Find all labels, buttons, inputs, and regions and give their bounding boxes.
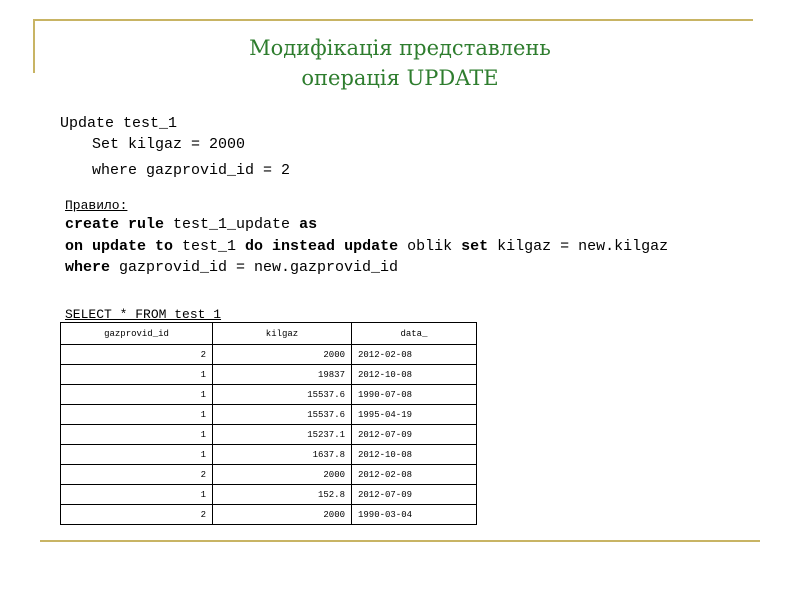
rule-keyword: where — [65, 259, 111, 276]
rule-label: Правило: — [65, 198, 128, 213]
table-row — [61, 505, 477, 525]
cell-kilgaz: 2000 — [213, 345, 352, 365]
cell-date: 1990-03-04 — [352, 505, 477, 525]
cell-date: 1990-07-08 — [352, 385, 477, 405]
update-line-1: Update test_1 — [60, 115, 178, 132]
title-line-1: Модифікація представлень — [249, 36, 551, 60]
cell-date: 1995-04-19 — [352, 405, 477, 425]
cell-kilgaz: 152.8 — [213, 485, 352, 505]
select-statement: SELECT * FROM test_1 — [65, 307, 222, 322]
rule-line-2 — [65, 238, 668, 255]
frame-top-line — [33, 19, 753, 21]
cell-gazprovid-id: 2 — [61, 345, 213, 365]
cell-date: 2012-07-09 — [352, 485, 477, 505]
rule-text: kilgaz = new.kilgaz — [488, 238, 669, 255]
column-header: kilgaz — [213, 323, 352, 345]
rule-keyword: create rule — [65, 216, 165, 233]
cell-gazprovid-id: 2 — [61, 465, 213, 485]
rule-keyword: do instead update — [245, 238, 399, 255]
rule-line-1 — [65, 216, 317, 233]
cell-date: 2012-10-08 — [352, 445, 477, 465]
cell-kilgaz: 2000 — [213, 505, 352, 525]
rule-keyword: on update to — [65, 238, 174, 255]
cell-gazprovid-id: 1 — [61, 445, 213, 465]
table-row — [61, 345, 477, 365]
cell-gazprovid-id: 1 — [61, 485, 213, 505]
cell-date: 2012-02-08 — [352, 465, 477, 485]
cell-date: 2012-07-09 — [352, 425, 477, 445]
cell-kilgaz: 1637.8 — [213, 445, 352, 465]
table-row — [61, 405, 477, 425]
table-row — [61, 465, 477, 485]
table-row — [61, 365, 477, 385]
table-header-row — [61, 323, 477, 345]
title-line-2: операція UPDATE — [301, 66, 499, 90]
slide-title — [0, 33, 800, 93]
rule-text: test_1_update — [164, 216, 300, 233]
cell-gazprovid-id: 1 — [61, 385, 213, 405]
frame-bottom-line — [40, 540, 760, 542]
rule-keyword: as — [299, 216, 318, 233]
rule-keyword: set — [461, 238, 489, 255]
column-header: gazprovid_id — [61, 323, 213, 345]
table-row — [61, 445, 477, 465]
cell-date: 2012-10-08 — [352, 365, 477, 385]
cell-date: 2012-02-08 — [352, 345, 477, 365]
table-row — [61, 425, 477, 445]
rule-text: gazprovid_id = new.gazprovid_id — [110, 259, 399, 276]
cell-kilgaz: 15537.6 — [213, 385, 352, 405]
table-row — [61, 385, 477, 405]
cell-kilgaz: 19837 — [213, 365, 352, 385]
result-table — [60, 322, 477, 525]
cell-gazprovid-id: 1 — [61, 405, 213, 425]
column-header: data_ — [352, 323, 477, 345]
rule-line-3 — [65, 259, 398, 276]
cell-gazprovid-id: 1 — [61, 365, 213, 385]
cell-kilgaz: 15537.6 — [213, 405, 352, 425]
cell-kilgaz: 2000 — [213, 465, 352, 485]
table-row — [61, 485, 477, 505]
update-line-3: where gazprovid_id = 2 — [92, 162, 291, 179]
update-line-2: Set kilgaz = 2000 — [92, 136, 246, 153]
rule-text: test_1 — [173, 238, 246, 255]
cell-gazprovid-id: 2 — [61, 505, 213, 525]
cell-gazprovid-id: 1 — [61, 425, 213, 445]
cell-kilgaz: 15237.1 — [213, 425, 352, 445]
rule-text: oblik — [398, 238, 462, 255]
